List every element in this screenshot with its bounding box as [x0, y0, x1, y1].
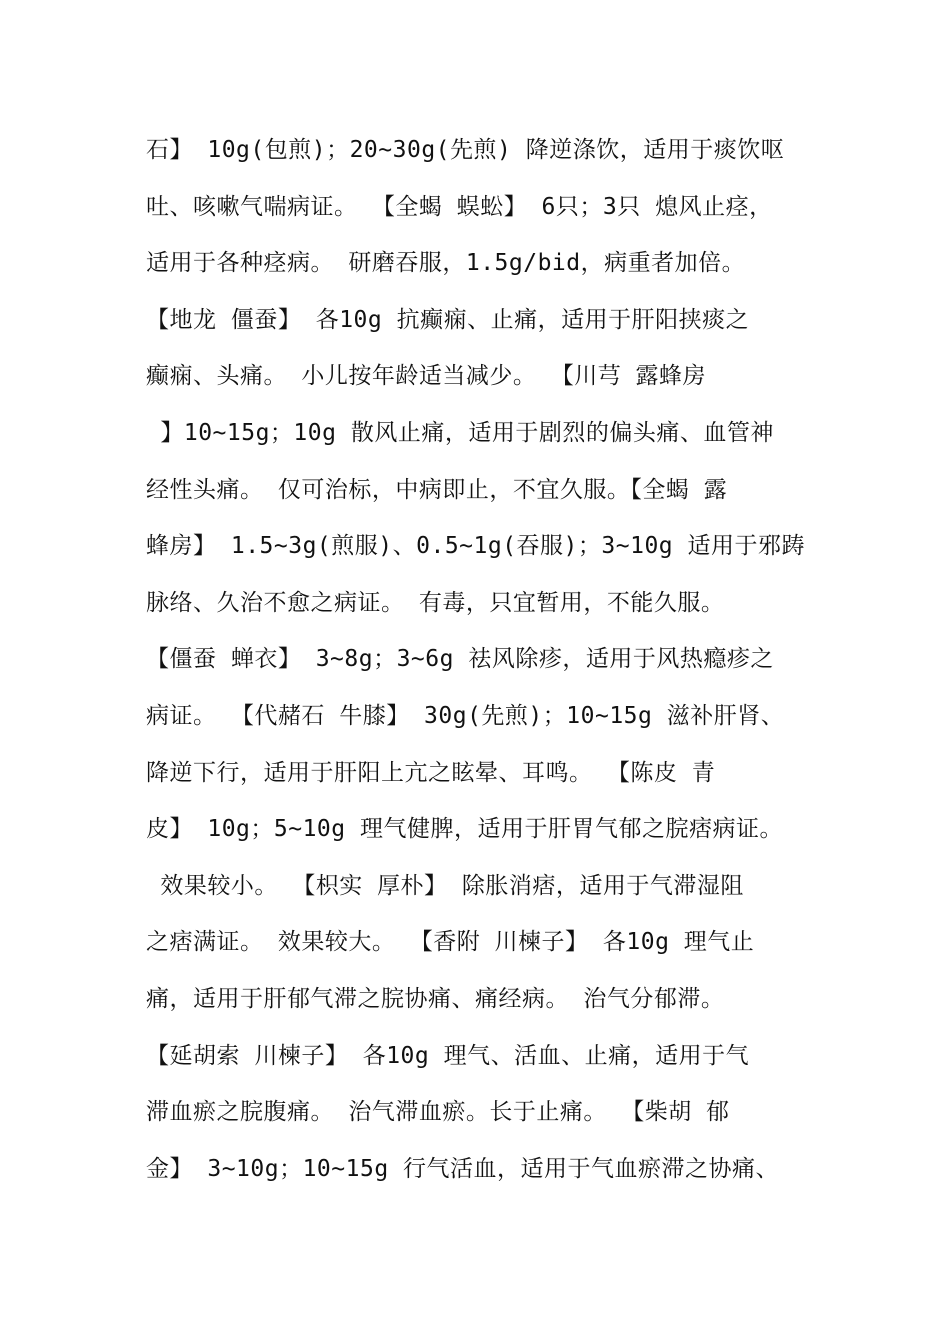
- text-line: 【地龙 僵蚕】 各10g 抗癫痫、止痛，适用于肝阳挟痰之: [146, 306, 750, 333]
- text-line: 滞血瘀之脘腹痛。 治气滞血瘀。长于止痛。 【柴胡 郁: [146, 1099, 730, 1126]
- text-line: 癫痫、头痛。 小儿按年龄适当减少。 【川芎 露蜂房: [146, 363, 707, 390]
- text-line: 石】 10g(包煎)；20~30g(先煎) 降逆涤饮，适用于痰饮呕: [146, 137, 785, 163]
- text-line: 蜂房】 1.5~3g(煎服)、0.5~1g(吞服)；3~10g 适用于邪踌: [146, 533, 805, 560]
- text-line: 之痞满证。 效果较大。 【香附 川楝子】 各10g 理气止: [146, 929, 755, 956]
- text-line: 】10~15g；10g 散风止痛，适用于剧烈的偏头痛、血管神: [146, 419, 774, 446]
- text-line: 金】 3~10g；10~15g 行气活血，适用于气血瘀滞之协痛、: [146, 1155, 780, 1182]
- text-line: 痛，适用于肝郁气滞之脘协痛、痛经病。 治气分郁滞。: [146, 985, 725, 1012]
- text-line: 【僵蚕 蝉衣】 3~8g；3~6g 祛风除疹，适用于风热瘾疹之: [146, 646, 774, 673]
- text-line: 适用于各种痉病。 研磨吞服，1.5g/bid，病重者加倍。: [146, 250, 746, 277]
- text-line: 效果较小。 【枳实 厚朴】 除胀消痞，适用于气滞湿阻: [146, 872, 744, 899]
- body-text: [146, 122, 826, 1197]
- text-line: 【延胡索 川楝子】 各10g 理气、活血、止痛，适用于气: [146, 1042, 750, 1069]
- text-line: 皮】 10g；5~10g 理气健脾，适用于肝胃气郁之脘痞病证。: [146, 816, 783, 843]
- text-line: 经性头痛。 仅可治标，中病即止，不宜久服。【全蝎 露: [146, 476, 728, 503]
- text-line: 吐、咳嗽气喘病证。 【全蝎 蜈蚣】 6只；3只 熄风止痉，: [146, 193, 773, 220]
- text-line: 脉络、久治不愈之病证。 有毒，只宜暂用，不能久服。: [146, 589, 725, 616]
- text-line: 降逆下行，适用于肝阳上亢之眩晕、耳鸣。 【陈皮 青: [146, 759, 716, 786]
- text-line: 病证。 【代赭石 牛膝】 30g(先煎)；10~15g 滋补肝肾、: [146, 702, 785, 729]
